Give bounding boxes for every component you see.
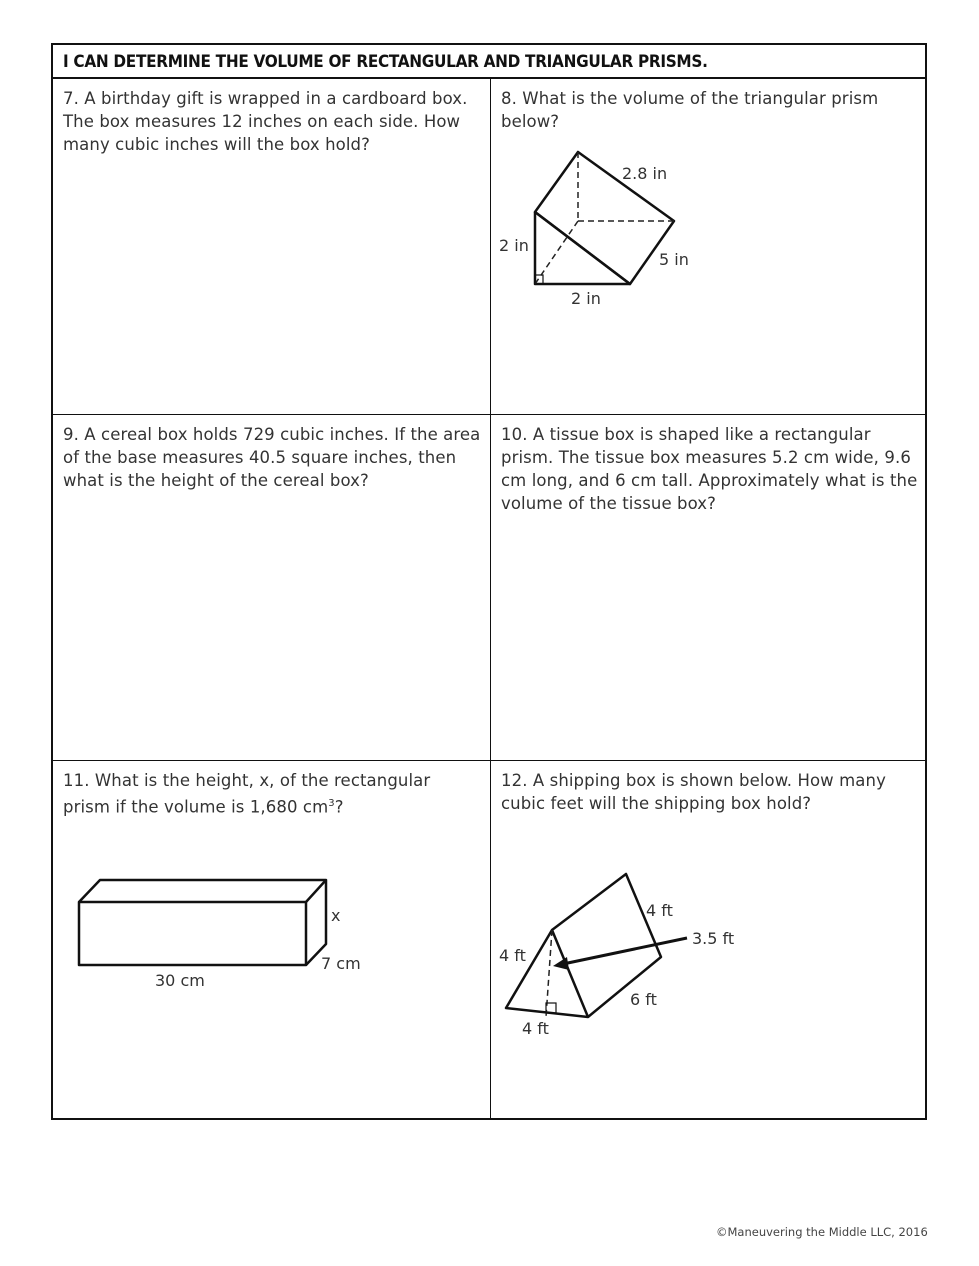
problem-9-text: 9. A cereal box holds 729 cubic inches. If the area of the base measures 40.5 square inches, then what is the height of the cereal box?	[63, 425, 481, 490]
problem-12-cell	[491, 761, 927, 1120]
problem-10-text: 10. A tissue box is shaped like a rectangular prism. The tissue box measures 5.2 cm wide, 9.6 cm long, and 6 cm tall. Approximately what is the volume of the tissue box?	[501, 425, 918, 513]
copyright-footer: ©Maneuvering the Middle LLC, 2016	[716, 1225, 928, 1239]
label-left-2-in: 2 in	[499, 236, 529, 255]
label-top-4-ft: 4 ft	[646, 901, 673, 920]
label-3-5-ft: 3.5 ft	[692, 929, 735, 948]
label-2-8-in: 2.8 in	[622, 164, 668, 183]
rectangular-prism-figure	[53, 761, 491, 1120]
label-left-4-ft: 4 ft	[499, 946, 526, 965]
worksheet-title: I CAN DETERMINE THE VOLUME OF RECTANGULAR AND TRIANGULAR PRISMS.	[53, 45, 925, 79]
label-7-cm: 7 cm	[321, 954, 361, 973]
label-x: x	[331, 906, 341, 925]
label-base-4-ft: 4 ft	[522, 1019, 549, 1038]
problem-11-cell	[53, 761, 491, 1120]
problem-8-text: 8. What is the volume of the triangular prism below?	[501, 89, 879, 131]
problem-10-cell	[491, 415, 927, 761]
problem-7-text: 7. A birthday gift is wrapped in a cardboard box. The box measures 12 inches on each side. How many cubic inches will the box hold?	[63, 89, 468, 154]
label-6-ft: 6 ft	[630, 990, 657, 1009]
shipping-box-prism-figure	[491, 761, 927, 1120]
problem-12-text: 12. A shipping box is shown below. How many cubic feet will the shipping box hold?	[501, 771, 886, 813]
triangular-prism-figure	[491, 79, 927, 415]
label-30-cm: 30 cm	[155, 971, 205, 990]
worksheet	[51, 43, 927, 1120]
problem-8-cell	[491, 79, 927, 415]
problem-9-cell	[53, 415, 491, 761]
label-5-in: 5 in	[659, 250, 689, 269]
label-bottom-2-in: 2 in	[571, 289, 601, 308]
problem-11-text: 11. What is the height, x, of the rectangular prism if the volume is 1,680 $cm^3$?	[63, 771, 431, 817]
problem-7-cell	[53, 79, 491, 415]
